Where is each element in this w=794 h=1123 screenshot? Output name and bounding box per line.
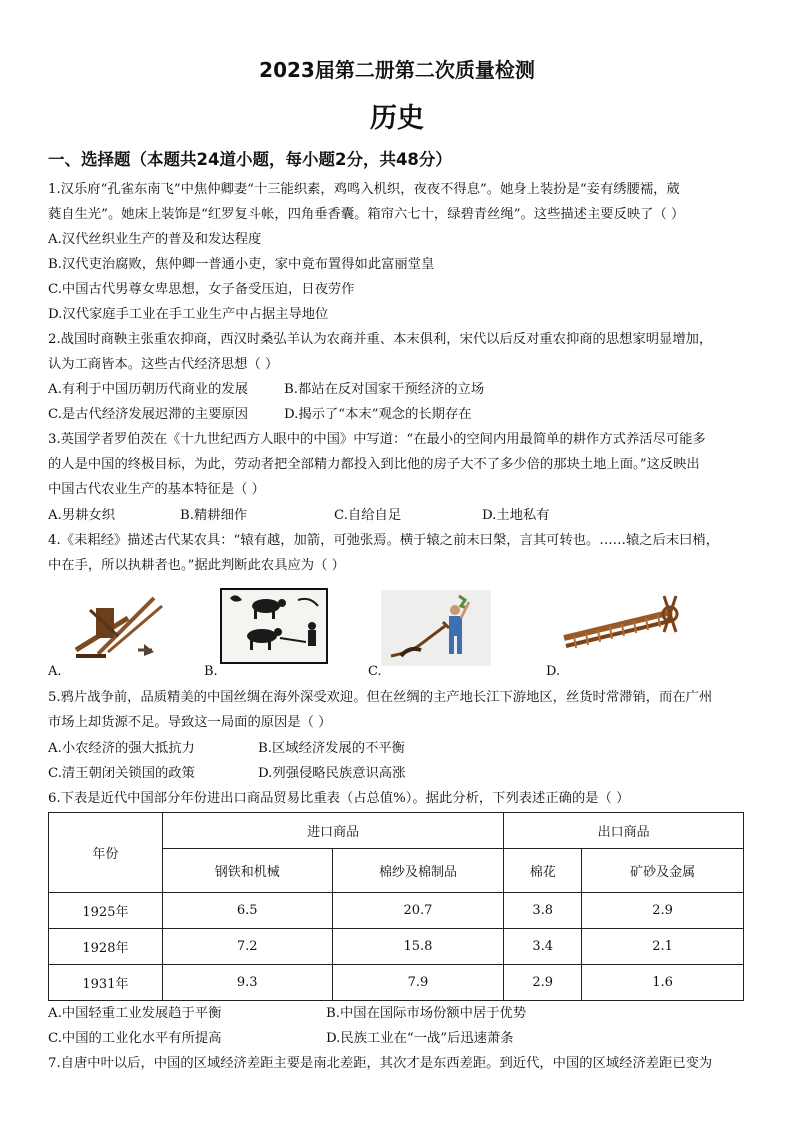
q2-option-b: B.都站在反对国家干预经济的立场 [284, 382, 485, 397]
q6-option-c: C.中国的工业化水平有所提高 [48, 1031, 222, 1046]
q2-option-c: C.是古代经济发展迟滞的主要原因 [48, 407, 249, 422]
exam-title: 2023届第二册第二次质量检测 [259, 58, 535, 82]
q4-label-d: D. [546, 664, 561, 679]
table-row [49, 929, 744, 965]
q3-option-c: C.自给自足 [334, 508, 402, 523]
q5-stem-line1: 5.鸦片战争前，品质精美的中国丝绸在海外深受欢迎。但在丝绸的主产地长江下游地区，丝货时常滞销，而在广州 [48, 690, 713, 705]
table-cell: 2.9 [504, 965, 582, 1001]
table-cell: 3.8 [504, 893, 582, 929]
q7-stem-line1: 7.自唐中叶以后，中国的区域经济差距主要是南北差距，其次才是东西差距。到近代，中国的区域经济差距已变为 [48, 1056, 713, 1071]
q3-stem-line2: 的人是中国的终极目标，为此，劳动者把全部精力都投入到比他的房子大不了多少倍的那块土地上面。”这反映出 [48, 457, 700, 472]
q5-option-a: A.小农经济的强大抵抗力 [48, 741, 195, 756]
q3-option-b: B.精耕细作 [180, 508, 248, 523]
section-heading: 一、选择题（本题共24道小题，每小题2分，共48分） [48, 150, 452, 169]
q5-stem-line2: 市场上却货源不足。导致这一局面的原因是（ ） [48, 715, 332, 730]
table-cell: 9.3 [162, 965, 332, 1001]
q1-stem-line1: 1.汉乐府“孔雀东南飞”中焦仲卿妻“十三能织素，鸡鸣入机织，夜夜不得息”。她身上装扮是“妾有绣腰襦，葳 [48, 182, 680, 197]
wooden-plow-illustration [68, 590, 168, 662]
q3-option-a: A.男耕女织 [48, 508, 116, 523]
q1-option-c: C.中国古代男尊女卑思想，女子备受压迫，日夜劳作 [48, 282, 355, 297]
q4-label-b: B. [204, 664, 218, 679]
table-cell: 2.9 [582, 893, 744, 929]
q4-stem-line1: 4.《耒耜经》描述古代某农具：“辕有越，加箭，可弛张焉。横于辕之前末曰槃，言其可转也。……辕之后末曰梢， [48, 533, 720, 548]
q4-stem-line2: 中在手，所以执耕者也。”据此判断此农具应为（ ） [48, 558, 345, 573]
dragon-bone-water-wheel [560, 592, 686, 658]
ox-plowing-mural [220, 588, 328, 664]
table-cell: 1.6 [582, 965, 744, 1001]
table-row [49, 893, 744, 929]
table-cell-year: 1925年 [49, 893, 163, 929]
table-cell: 7.9 [332, 965, 504, 1001]
q2-option-a: A.有利于中国历朝历代商业的发展 [48, 382, 248, 397]
q2-stem-line1: 2.战国时商鞅主张重农抑商，西汉时桑弘羊认为农商并重、本末俱利，宋代以后反对重农抑商的思想家明显增加， [48, 332, 713, 347]
farmer-with-plow [381, 590, 491, 666]
table-header-year: 年份 [49, 813, 163, 893]
q6-stem-line1: 6.下表是近代中国部分年份进出口商品贸易比重表（占总值%）。据此分析，下列表述正确的是（ ） [48, 791, 630, 806]
table-subheader: 钢铁和机械 [162, 849, 332, 893]
q2-option-d: D.揭示了“本末”观念的长期存在 [284, 407, 472, 422]
q6-option-b: B.中国在国际市场份额中居于优势 [326, 1006, 527, 1021]
table-cell: 20.7 [332, 893, 504, 929]
q5-option-b: B.区域经济发展的不平衡 [258, 741, 405, 756]
q3-stem-line1: 3.英国学者罗伯茨在《十九世纪西方人眼中的中国》中写道：“在最小的空间内用最简单的耕作方式养活尽可能多 [48, 432, 706, 447]
q5-option-d: D.列强侵略民族意识高涨 [258, 766, 406, 781]
table-subheader: 棉纱及棉制品 [332, 849, 504, 893]
q2-stem-line2: 认为工商皆本。这些古代经济思想（ ） [48, 357, 279, 372]
q5-option-c: C.清王朝闭关锁国的政策 [48, 766, 195, 781]
q1-option-a: A.汉代丝织业生产的普及和发达程度 [48, 232, 262, 247]
q6-option-d: D.民族工业在“一战”后迅速萧条 [326, 1031, 514, 1046]
table-cell-year: 1931年 [49, 965, 163, 1001]
q1-option-b: B.汉代吏治腐败，焦仲卿一普通小吏，家中竟布置得如此富丽堂皇 [48, 257, 435, 272]
table-cell: 7.2 [162, 929, 332, 965]
table-header-export: 出口商品 [504, 813, 744, 849]
table-cell: 15.8 [332, 929, 504, 965]
subject-title: 历史 [370, 103, 424, 134]
q1-stem-line2: 蕤自生光”。她床上装饰是“红罗复斗帐，四角垂香囊。箱帘六七十，绿碧青丝绳”。这些描述主要反映了（ ） [48, 207, 685, 222]
q3-stem-line3: 中国古代农业生产的基本特征是（ ） [48, 482, 265, 497]
q4-label-c: C. [368, 664, 382, 679]
table-cell: 3.4 [504, 929, 582, 965]
table-cell: 6.5 [162, 893, 332, 929]
table-subheader: 矿砂及金属 [582, 849, 744, 893]
q3-option-d: D.土地私有 [482, 508, 550, 523]
trade-table [48, 812, 744, 1001]
q4-label-a: A. [48, 664, 62, 679]
table-cell-year: 1928年 [49, 929, 163, 965]
table-row [49, 965, 744, 1001]
q1-option-d: D.汉代家庭手工业在手工业生产中占据主导地位 [48, 307, 329, 322]
table-header-import: 进口商品 [162, 813, 503, 849]
q6-option-a: A.中国轻重工业发展趋于平衡 [48, 1006, 222, 1021]
table-subheader: 棉花 [504, 849, 582, 893]
table-cell: 2.1 [582, 929, 744, 965]
